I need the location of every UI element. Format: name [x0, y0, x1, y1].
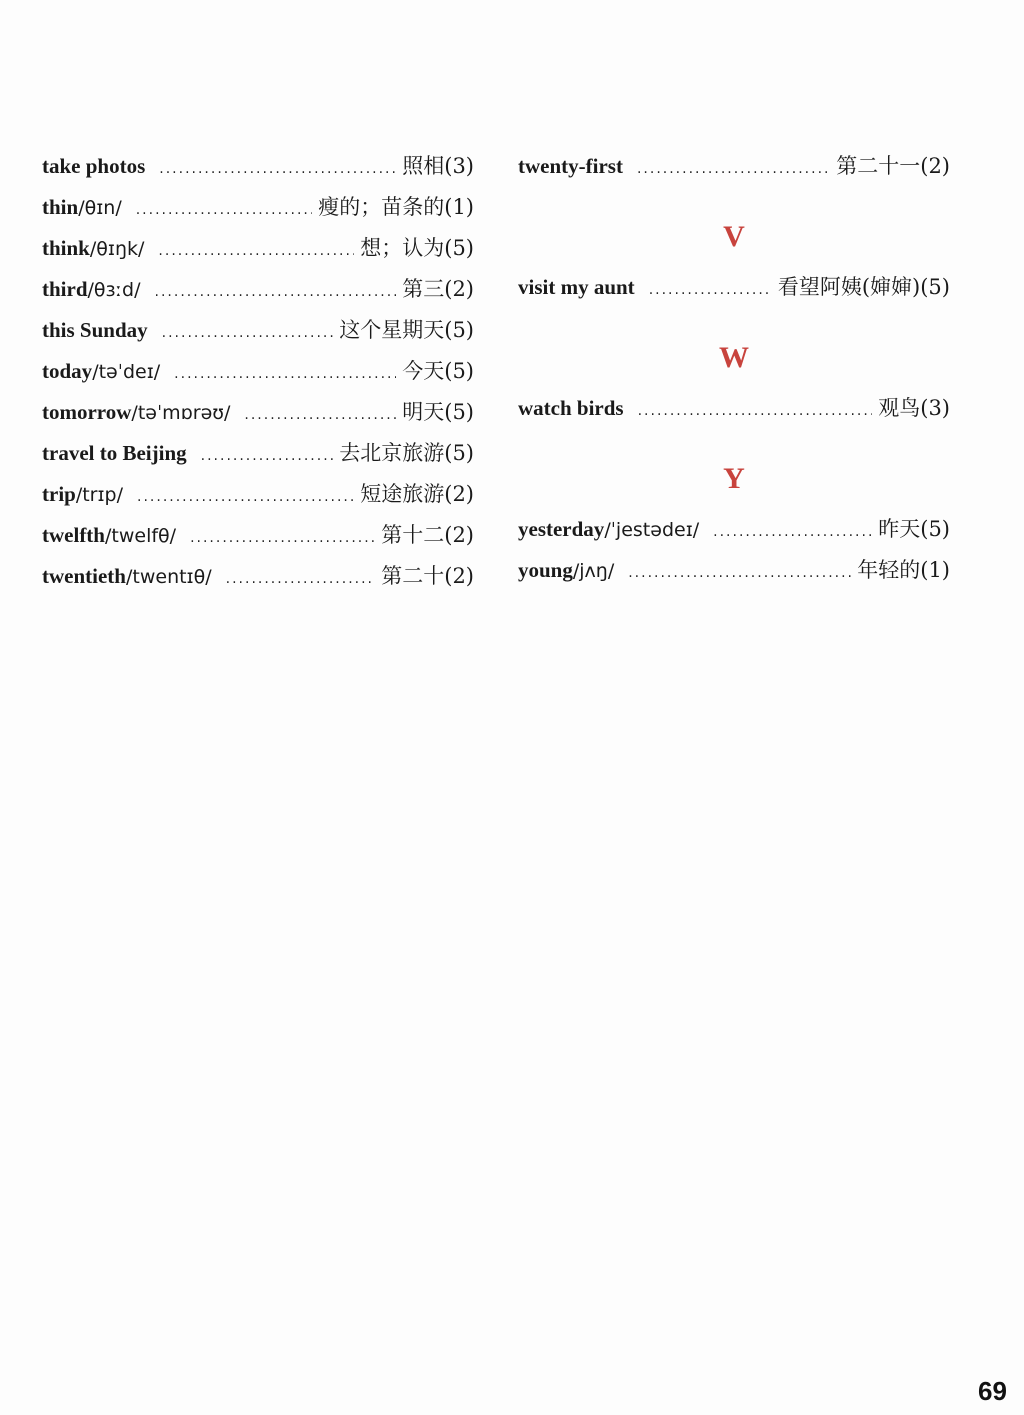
- dot-leader: [638, 403, 873, 419]
- entry-meaning: 瘦的；苗条的(1): [318, 195, 474, 219]
- dot-leader: [649, 282, 772, 298]
- entry-word: travel to Beijing: [42, 441, 187, 465]
- vocab-entry: [42, 437, 474, 478]
- dot-leader: [226, 571, 376, 587]
- section-letter-y: Y: [723, 462, 745, 495]
- entry-word: this Sunday: [42, 318, 148, 342]
- entry-word: twelfth: [42, 523, 105, 547]
- entry-meaning: 明天(5): [402, 400, 474, 424]
- entry-word: thin: [42, 195, 79, 219]
- vocab-entry: [42, 396, 474, 437]
- entry-meaning: 照相(3): [402, 154, 474, 178]
- entry-word: today: [42, 359, 93, 383]
- entry-word: yesterday: [518, 517, 605, 541]
- entry-word: young: [518, 558, 573, 582]
- section-letter-v: V: [723, 220, 745, 253]
- entry-word: take photos: [42, 154, 146, 178]
- section-letter-w: W: [719, 341, 749, 374]
- entry-meaning: 昨天(5): [878, 517, 950, 541]
- entry-phonetic: /təˈmɒrəʊ/: [131, 402, 231, 424]
- vocab-entry: [42, 355, 474, 396]
- entry-word: tomorrow: [42, 400, 132, 424]
- dot-leader: [155, 284, 397, 300]
- entry-meaning: 短途旅游(2): [360, 482, 474, 506]
- vocab-entry: [42, 478, 474, 519]
- entry-meaning: 去北京旅游(5): [339, 441, 474, 465]
- entry-phonetic: /θɪn/: [78, 197, 122, 219]
- vocab-entry: [518, 554, 950, 595]
- dot-leader: [201, 448, 334, 464]
- vocab-entry: [518, 392, 950, 433]
- entry-word: twentieth: [42, 564, 126, 588]
- vocab-entry: [42, 273, 474, 314]
- page-number: 69: [978, 1376, 1007, 1406]
- entry-word: visit my aunt: [518, 275, 635, 299]
- entry-phonetic: /təˈdeɪ/: [92, 361, 161, 383]
- dot-leader: [136, 202, 313, 218]
- dot-leader: [190, 530, 375, 546]
- dot-leader: [174, 366, 396, 382]
- vocab-entry: [518, 271, 950, 312]
- entry-word: twenty-first: [518, 154, 623, 178]
- entry-phonetic: /jʌŋ/: [572, 560, 615, 582]
- entry-word: think: [42, 236, 90, 260]
- entry-phonetic: /trɪp/: [75, 484, 124, 506]
- dot-leader: [713, 524, 872, 540]
- entry-meaning: 这个星期天(5): [339, 318, 474, 342]
- dot-leader: [137, 489, 354, 505]
- dot-leader: [628, 565, 851, 581]
- left-column: [42, 150, 474, 601]
- entry-meaning: 今天(5): [402, 359, 474, 383]
- entry-phonetic: /θɪŋk/: [89, 238, 145, 260]
- dot-leader: [158, 243, 354, 259]
- vocab-entry: [42, 314, 474, 355]
- entry-meaning: 想；认为(5): [360, 236, 474, 260]
- vocab-entry: [42, 519, 474, 560]
- vocab-entry: [42, 191, 474, 232]
- entry-meaning: 第二十一(2): [836, 154, 950, 178]
- entry-meaning: 第二十(2): [381, 564, 474, 588]
- entry-phonetic: /twentɪθ/: [125, 566, 212, 588]
- entry-phonetic: /twelfθ/: [104, 525, 177, 547]
- entry-meaning: 第三(2): [402, 277, 474, 301]
- entry-meaning: 第十二(2): [381, 523, 474, 547]
- vocab-entry: [42, 232, 474, 273]
- entry-word: third: [42, 277, 88, 301]
- entry-word: watch birds: [518, 396, 624, 420]
- dot-leader: [244, 407, 396, 423]
- dot-leader: [637, 161, 830, 177]
- entry-meaning: 年轻的(1): [857, 558, 950, 582]
- right-column: [518, 150, 950, 595]
- entry-meaning: 看望阿姨(婶婶)(5): [777, 275, 950, 299]
- vocab-entry: [42, 560, 474, 601]
- vocab-entry: [518, 150, 950, 191]
- entry-meaning: 观鸟(3): [878, 396, 950, 420]
- dot-leader: [162, 325, 334, 341]
- vocab-entry: [518, 513, 950, 554]
- dot-leader: [159, 161, 396, 177]
- entry-phonetic: /θɜːd/: [87, 279, 141, 301]
- entry-word: trip: [42, 482, 76, 506]
- vocab-entry: [42, 150, 474, 191]
- entry-phonetic: /ˈjestədeɪ/: [604, 519, 700, 541]
